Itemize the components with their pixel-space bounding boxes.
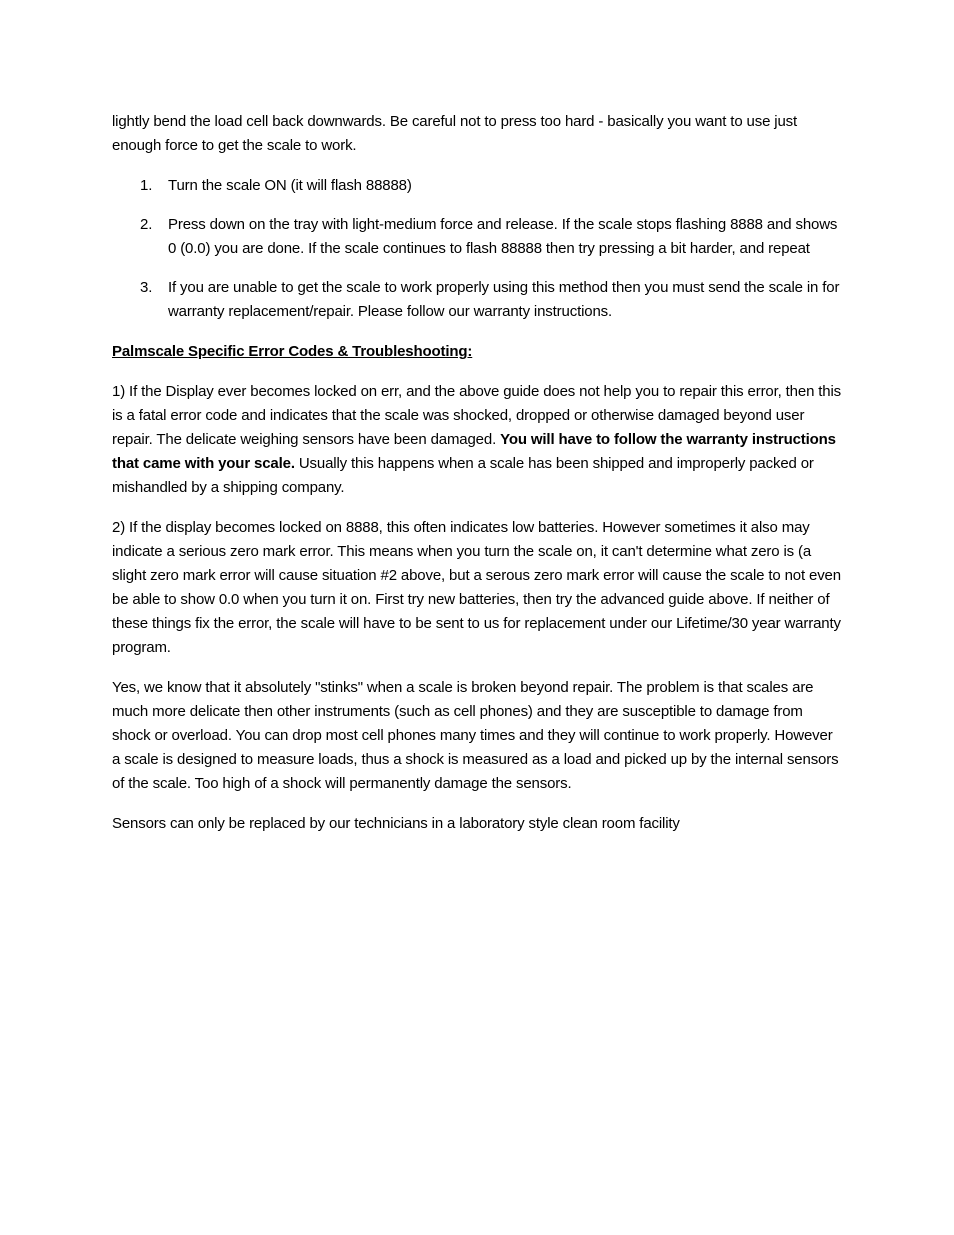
error-8888-paragraph: 2) If the display becomes locked on 8888, this often indicates low batteries. However sometimes it also may indicate a serious zero mark error. This means when you turn the scale on, it can't determine what zero is (a slight zero mark error will cause situation #2 above, but a serous zero mark error will cause the scale to not even be able to show 0.0 when you turn it on. First try new batteries, then try the advanced guide above. If neither of these things fix the error, the scale will have to be sent to us for replacement under our Lifetime/30 year warranty program.: [112, 519, 841, 656]
steps-list: [112, 174, 842, 324]
list-item-text: Press down on the tray with light-medium force and release. If the scale stops flashing 8888 and shows 0 (0.0) you are done. If the scale continues to flash 88888 then try pressing a bit harder, and repeat: [168, 216, 838, 257]
list-item-text: Turn the scale ON (it will flash 88888): [168, 177, 412, 194]
list-item-text: If you are unable to get the scale to work properly using this method then you must send the scale in for warranty replacement/repair. Please follow our warranty instructions.: [168, 279, 840, 320]
paragraph-text: 1) If the Display ever becomes locked on err, and the above guide does not help you to repair this error, then this is a fatal error code and indicates that the scale was shocked, dropped or otherwise damaged beyond user repair. The delicate weighing sensors have been damaged.: [112, 383, 842, 448]
error-err-paragraph: [112, 380, 842, 500]
warranty-emphasis: You will have to follow the warranty instructions that came with your scale.: [112, 431, 836, 472]
paragraph-text: Usually this happens when a scale has been shipped and improperly packed or mishandled by a shipping company.: [112, 455, 814, 496]
explanation-paragraph: Yes, we know that it absolutely "stinks" when a scale is broken beyond repair. The problem is that scales are much more delicate then other instruments (such as cell phones) and they are susceptible to damage from shock or overload. You can drop most cell phones many times and they will continue to work properly. However a scale is designed to measure loads, thus a shock is measured as a load and picked up by the internal sensors of the scale. Too high of a shock will permanently damage the sensors.: [112, 679, 839, 792]
closing-paragraph: Sensors can only be replaced by our technicians in a laboratory style clean room facility: [112, 815, 680, 832]
list-item-number: 2.: [140, 216, 153, 233]
section-heading: Palmscale Specific Error Codes & Troubleshooting:: [112, 343, 473, 360]
list-item: [112, 213, 842, 261]
intro-paragraph: lightly bend the load cell back downwards. Be careful not to press too hard - basically you want to use just enough force to get the scale to work.: [112, 113, 798, 154]
list-item-number: 3.: [140, 279, 153, 296]
list-item: [112, 174, 842, 198]
list-item: [112, 276, 842, 324]
document-page: [112, 110, 842, 852]
list-item-number: 1.: [140, 177, 153, 194]
